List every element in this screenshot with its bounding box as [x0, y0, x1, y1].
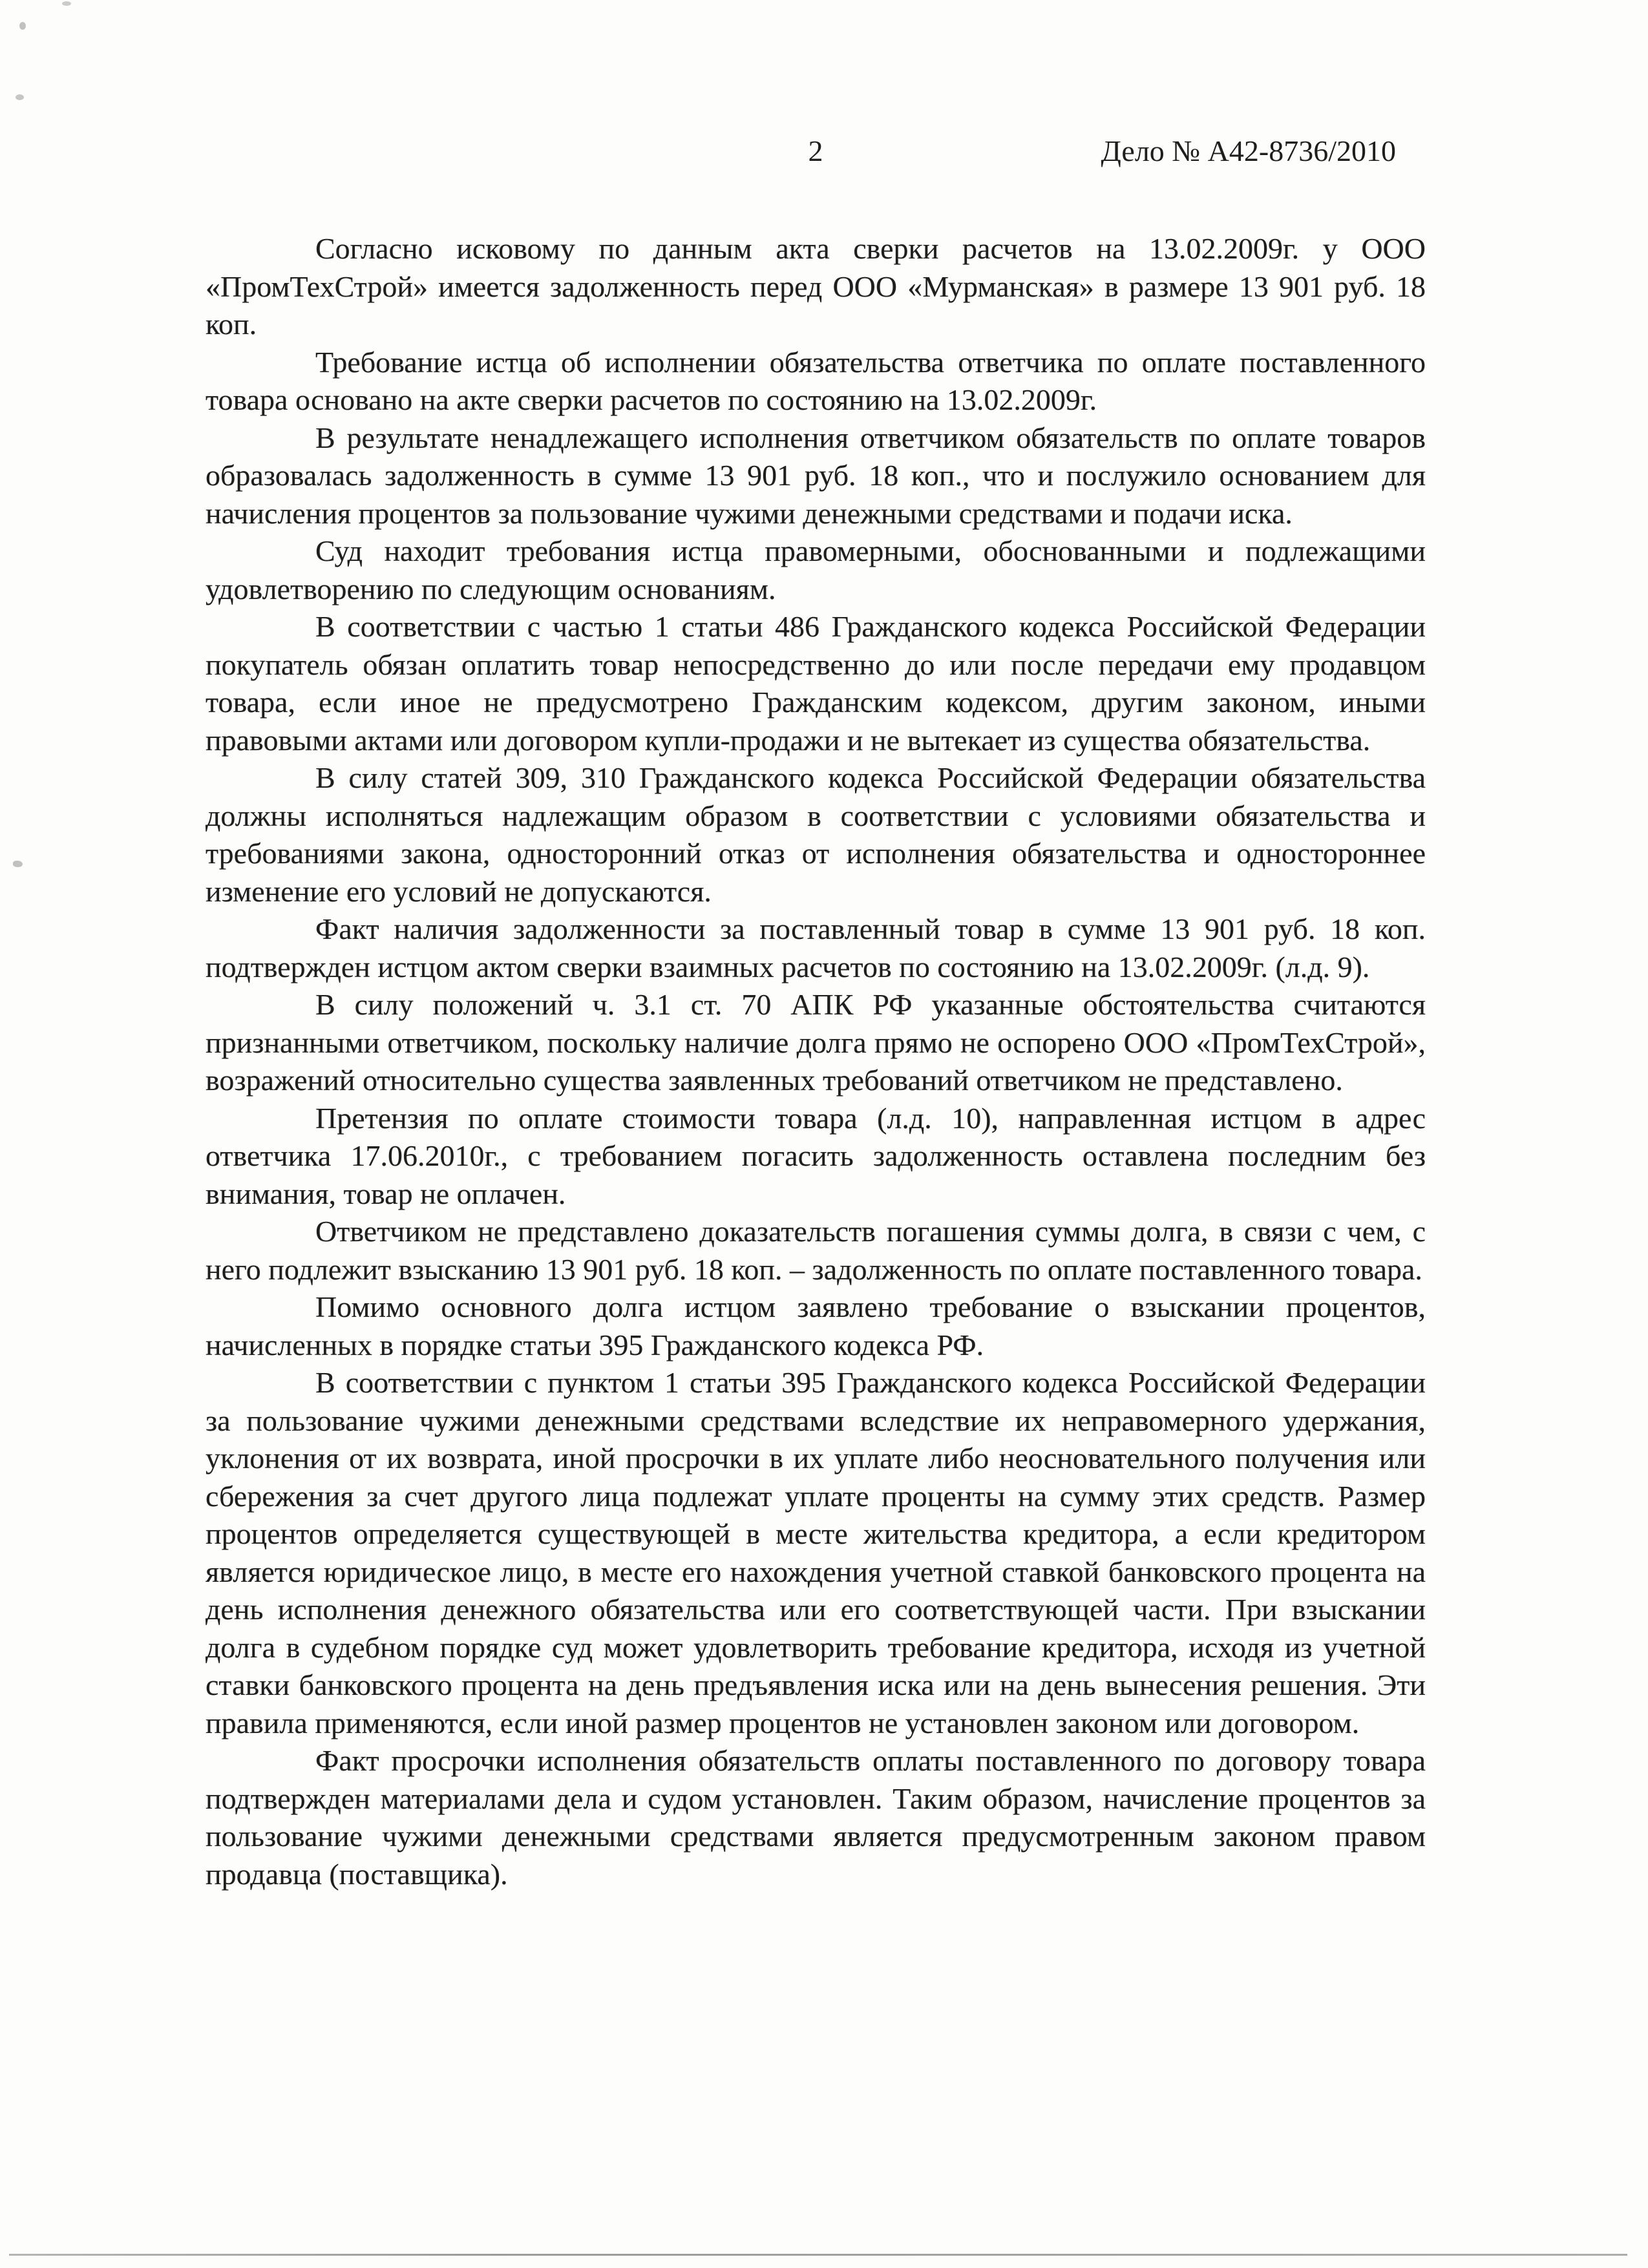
paragraph: В соответствии с частью 1 статьи 486 Гражданского кодекса Российской Федерации покупатель обязан оплатить товар непосредственно до или после передачи ему продавцом товара, если иное не предусмотрено Гражданским кодексом, другим законом, иными правовыми актами или договором купли-продажи и не вытекает из существа обязательства.	[206, 610, 1426, 757]
paragraph: Требование истца об исполнении обязательства ответчика по оплате поставленного товара основано на акте сверки расчетов по состоянию на 13.02.2009г.	[206, 345, 1426, 416]
paragraph: Ответчиком не представлено доказательств погашения суммы долга, в связи с чем, с него подлежит взысканию 13 901 руб. 18 коп. – задолженность по оплате поставленного товара.	[206, 1215, 1426, 1286]
page-header	[206, 131, 1426, 171]
paragraph: Суд находит требования истца правомерными, обоснованными и подлежащими удовлетворению по следующим основаниям.	[206, 534, 1426, 605]
paragraph: В силу статей 309, 310 Гражданского кодекса Российской Федерации обязательства должны исполняться надлежащим образом в соответствии с условиями обязательства и требованиями закона, односторонний отказ от исполнения обязательства и одностороннее изменение его условий не допускаются.	[206, 761, 1426, 908]
scan-speck	[62, 1, 71, 6]
document-body	[206, 230, 1426, 1893]
paragraph: В соответствии с пунктом 1 статьи 395 Гражданского кодекса Российской Федерации за пользование чужими денежными средствами вследствие их неправомерного удержания, уклонения от их возврата, иной просрочки в их уплате либо неосновательного получения или сбережения за счет другого лица подлежат уплате проценты на сумму этих средств. Размер процентов определяется существующей в месте жительства кредитора, а если кредитором является юридическое лицо, в месте его нахождения учетной ставкой банковского процента на день исполнения денежного обязательства или его соответствующей части. При взыскании долга в судебном порядке суд может удовлетворить требование кредитора, исходя из учетной ставки банковского процента на день предъявления иска или на день вынесения решения. Эти правила применяются, если иной размер процентов не установлен законом или договором.	[206, 1366, 1426, 1739]
scan-speck	[16, 94, 24, 100]
paragraph: В силу положений ч. 3.1 ст. 70 АПК РФ указанные обстоятельства считаются признанными ответчиком, поскольку наличие долга прямо не оспорено ООО «ПромТехСтрой», возражений относительно существа заявленных требований ответчиком не представлено.	[206, 988, 1426, 1097]
paragraph: Факт просрочки исполнения обязательств оплаты поставленного по договору товара подтвержден материалами дела и судом установлен. Таким образом, начисление процентов за пользование чужими денежными средствами является предусмотренным законом правом продавца (поставщика).	[206, 1744, 1426, 1891]
paragraph: Факт наличия задолженности за поставленный товар в сумме 13 901 руб. 18 коп. подтвержден истцом актом сверки взаимных расчетов по состоянию на 13.02.2009г. (л.д. 9).	[206, 912, 1426, 983]
paragraph: Претензия по оплате стоимости товара (л.д. 10), направленная истцом в адрес ответчика 17.06.2010г., с требованием погасить задолженность оставлена последним без внимания, товар не оплачен.	[206, 1101, 1426, 1210]
paragraph: В результате ненадлежащего исполнения ответчиком обязательств по оплате товаров образовалась задолженность в сумме 13 901 руб. 18 коп., что и послужило основанием для начисления процентов за пользование чужими денежными средствами и подачи иска.	[206, 421, 1426, 530]
page-number: 2	[808, 134, 823, 167]
paragraph: Согласно исковому по данным акта сверки расчетов на 13.02.2009г. у ООО «ПромТехСтрой» имеется задолженность перед ООО «Мурманская» в размере 13 901 руб. 18 коп.	[206, 232, 1426, 341]
case-number: Дело № А42-8736/2010	[1101, 134, 1396, 167]
scan-line-artifact	[9, 2254, 1627, 2256]
scan-speck	[13, 861, 23, 867]
paragraph: Помимо основного долга истцом заявлено требование о взыскании процентов, начисленных в порядке статьи 395 Гражданского кодекса РФ.	[206, 1290, 1426, 1361]
scan-speck	[19, 22, 26, 30]
